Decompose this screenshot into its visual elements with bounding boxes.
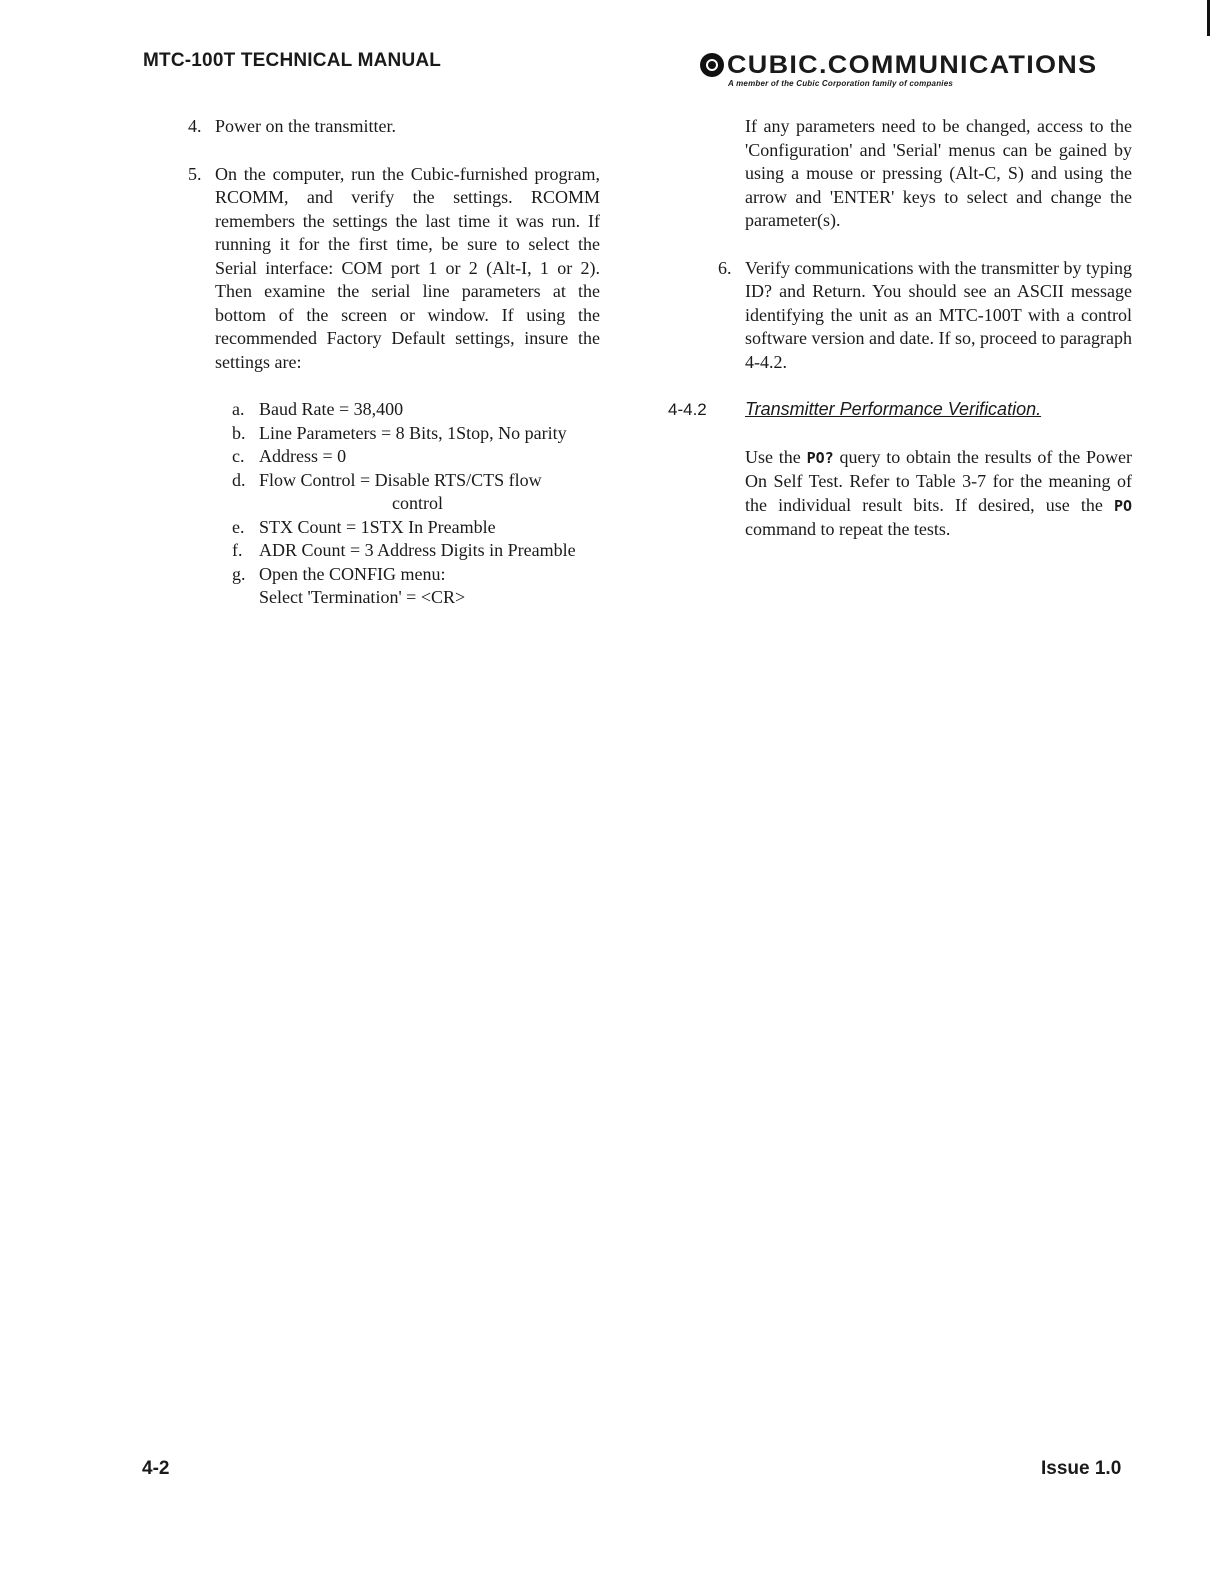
para-text: command to repeat the tests. xyxy=(745,519,951,539)
list-item xyxy=(232,539,592,563)
list-text: STX Count = 1STX In Preamble xyxy=(259,516,496,537)
section-heading xyxy=(668,398,1132,422)
list-letter: a. xyxy=(232,399,245,419)
logo-tagline: A member of the Cubic Corporation family of companies xyxy=(728,79,953,88)
step-number: 4. xyxy=(188,116,202,136)
list-item xyxy=(232,422,592,446)
step-4 xyxy=(188,115,600,139)
step-5 xyxy=(188,163,600,375)
manual-title: MTC-100T TECHNICAL MANUAL xyxy=(143,50,442,71)
list-text-line: Flow Control = Disable RTS/CTS flow xyxy=(259,469,542,490)
step-number: 5. xyxy=(188,163,202,184)
list-text: Line Parameters = 8 Bits, 1Stop, No parity xyxy=(259,422,567,443)
list-letter: d. xyxy=(232,469,246,490)
step-text: Power on the transmitter. xyxy=(215,116,396,136)
section-title: Transmitter Performance Verification. xyxy=(745,399,1042,419)
section-paragraph xyxy=(668,446,1132,542)
step-text: On the computer, run the Cubic-furnished program, RCOMM, and verify the settings. RCOMM remembers the settings the last time it was run. If running it for the first time, be sure to select the Serial interface: COM port 1 or 2 (Alt-I, 1 or 2). Then examine the serial line parameters at the bottom of the screen or window. If using the recommended Factory Default settings, insure the settings are: xyxy=(215,163,600,372)
po-query-code: PO? xyxy=(806,448,834,467)
list-text: Address = 0 xyxy=(259,446,347,466)
right-column xyxy=(668,115,1132,542)
list-letter: e. xyxy=(232,516,245,537)
list-text: Baud Rate = 38,400 xyxy=(259,399,404,419)
issue-label: Issue 1.0 xyxy=(1041,1458,1122,1479)
list-item xyxy=(232,398,592,422)
list-item xyxy=(232,563,592,610)
left-column xyxy=(188,115,600,610)
list-text-line: Open the CONFIG menu: xyxy=(259,563,446,584)
list-text-continuation: control xyxy=(392,493,443,513)
default-settings-list xyxy=(232,398,592,610)
para-text: Use the xyxy=(745,446,801,467)
step-text: Verify communications with the transmitter by typing ID? and Return. You should see an ASCII message identifying the unit as an MTC-100T with a control software version and date. If so, proceed to paragraph 4-4.2. xyxy=(745,257,1132,372)
cubic-logo-icon xyxy=(700,53,724,77)
list-item xyxy=(232,445,592,469)
para-text: query to obtain the results of the Power On Self Test. Refer to Table 3-7 for the meaning of the individual result bits. If desired, use the xyxy=(745,446,1132,515)
list-letter: b. xyxy=(232,422,246,443)
list-text-continuation: Select 'Termination' = <CR> xyxy=(259,587,466,607)
step-5-continuation: If any parameters need to be changed, access to the 'Configuration' and 'Serial' menus can be gained by using a mouse or pressing (Alt-C, S) and using the arrow and 'ENTER' keys to select and change the parameter(s). xyxy=(745,116,1132,230)
list-text xyxy=(259,469,592,516)
logo-row xyxy=(700,52,1140,78)
list-letter: g. xyxy=(232,563,246,584)
section-number: 4-4.2 xyxy=(668,400,707,419)
po-command-code: PO xyxy=(1113,496,1132,515)
list-item xyxy=(232,516,592,540)
page-number: 4-2 xyxy=(142,1458,170,1479)
step-number: 6. xyxy=(718,257,732,278)
list-letter: c. xyxy=(232,446,245,466)
list-letter: f. xyxy=(232,540,243,560)
scan-edge-mark xyxy=(1207,0,1210,36)
logo-text: CUBIC.COMMUNICATIONS xyxy=(727,51,1098,79)
company-logo xyxy=(700,52,1140,88)
list-item xyxy=(232,469,592,516)
list-text xyxy=(259,563,592,610)
list-text: ADR Count = 3 Address Digits in Preamble xyxy=(259,540,576,560)
step-6 xyxy=(668,257,1132,375)
